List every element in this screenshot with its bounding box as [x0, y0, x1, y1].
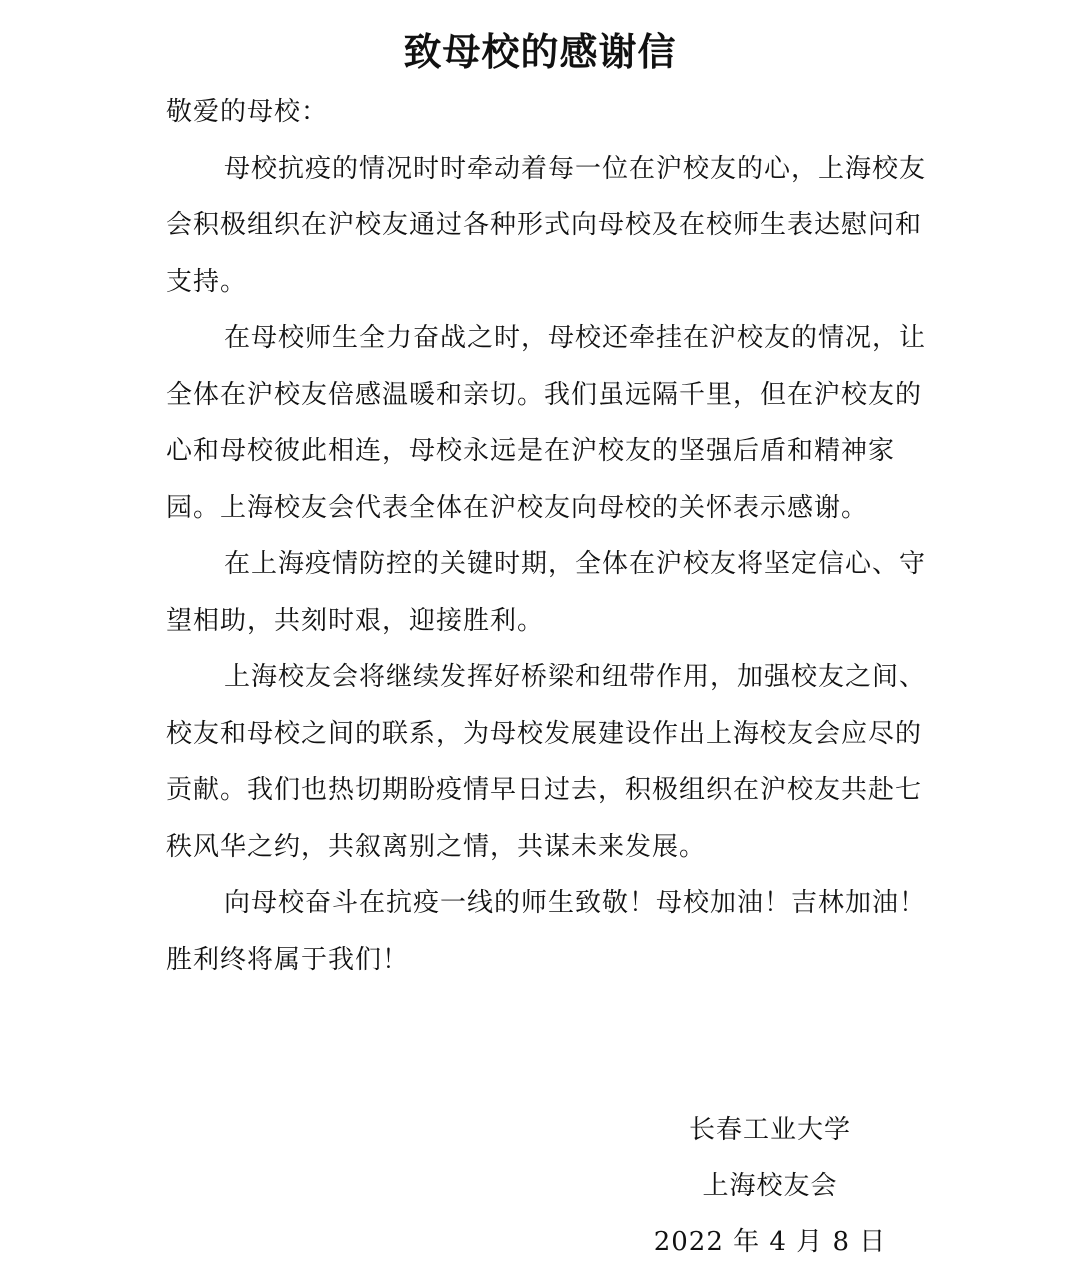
salutation: 敬爱的母校： — [166, 97, 329, 127]
signature-date: 2022 年 4 月 8 日 — [653, 1227, 887, 1257]
signature-association: 上海校友会 — [702, 1171, 838, 1201]
paragraph-1: 母校抗疫的情况时时牵动着每一位在沪校友的心，上海校友会积极组织在沪校友通过各种形式向母校及在校师生表达慰问和支持。 — [166, 153, 927, 297]
signature-block — [600, 1102, 940, 1270]
letter-title: 致母校的感谢信 — [403, 30, 677, 74]
paragraph-5: 向母校奋斗在抗疫一线的师生致敬！母校加油！吉林加油！胜利终将属于我们！ — [166, 888, 927, 975]
paragraph-2: 在母校师生全力奋战之时，母校还牵挂在沪校友的情况，让全体在沪校友倍感温暖和亲切。我们虽远隔千里，但在沪校友的心和母校彼此相连，母校永远是在沪校友的坚强后盾和精神家园。上海校友会代表全体在沪校友向母校的关怀表示感谢。 — [166, 323, 927, 523]
signature-university: 长春工业大学 — [688, 1115, 851, 1145]
paragraph-3: 在上海疫情防控的关键时期，全体在沪校友将坚定信心、守望相助，共刻时艰，迎接胜利。 — [166, 549, 927, 636]
paragraph-4: 上海校友会将继续发挥好桥梁和纽带作用，加强校友之间、校友和母校之间的联系，为母校发展建设作出上海校友会应尽的贡献。我们也热切期盼疫情早日过去，积极组织在沪校友共赴七秩风华之约，共叙离别之情，共谋未来发展。 — [166, 662, 927, 862]
letter-body — [166, 84, 926, 988]
